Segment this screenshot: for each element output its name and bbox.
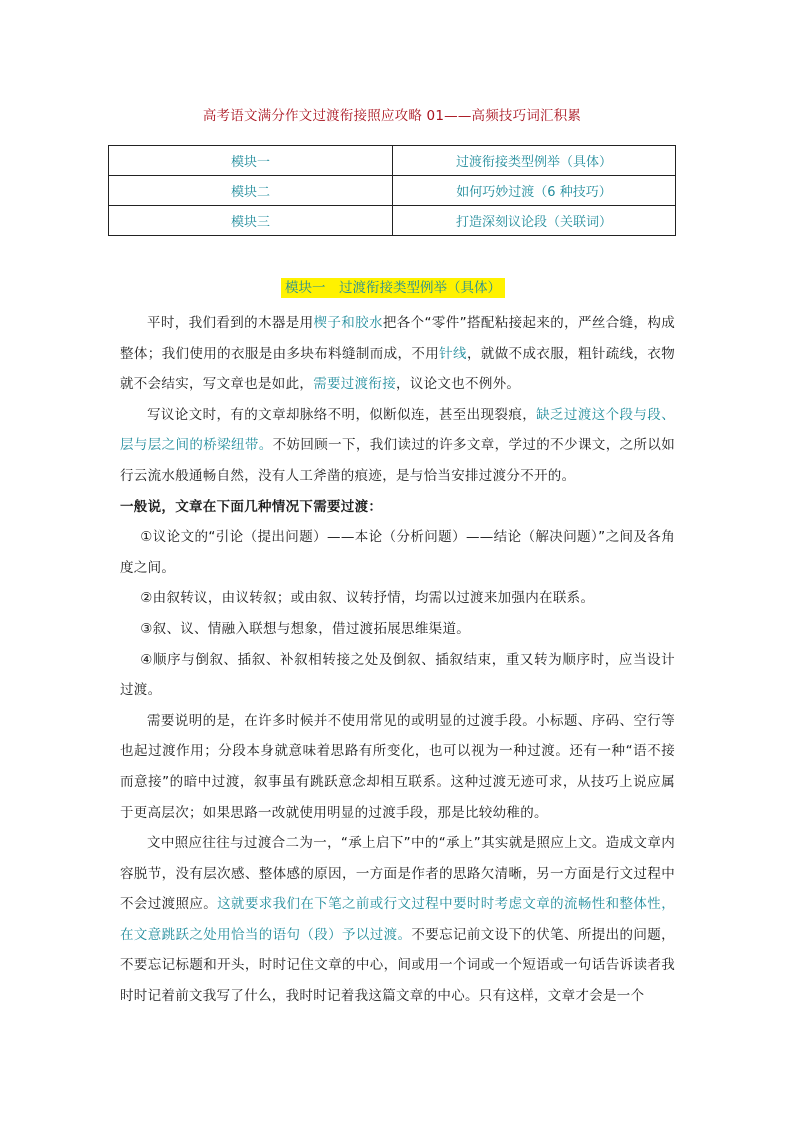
text-run: 平时，我们看到的木器是用 [147, 315, 314, 331]
text-run: ，就做不成衣服，粗针疏线，衣物就不会结实，写文章也是如此， [120, 345, 676, 393]
text-run: 把各个“零件”搭配粘接起来的，严丝合缝，构成整体；我们使用的衣服是由多块布料缝制而成，不用 [120, 315, 675, 362]
highlight-text: 楔子和胶水 [313, 315, 383, 331]
paragraph: ②由叙转议，由议转叙；或由叙、议转抒情，均需以过渡来加强内在联系。 [140, 590, 595, 607]
body-text [120, 308, 675, 1012]
paragraph: ③叙、议、情融入联想与想象，借过渡拓展思维渠道。 [140, 620, 471, 637]
module-desc-cell: 打造深刻议论段（关联词） [393, 206, 676, 236]
highlight-text: 缺乏过渡这个段与段、层与层之间的桥梁纽带。 [120, 406, 675, 454]
paragraph [120, 828, 675, 1012]
highlight-text: 需要过渡衔接 [313, 376, 397, 393]
paragraph [120, 400, 675, 492]
highlight-text: 这就要求我们在下笔之前或行文过程中要时时考虑文章的流畅性和整体性，在文意跳跃之处用恰当的语句（段）予以过渡。 [120, 896, 675, 943]
document-title: 高考语文满分作文过渡衔接照应攻略 01——高频技巧词汇积累 [202, 108, 582, 124]
paragraph-heading: 一般说，文章在下面几种情况下需要过渡： [120, 498, 383, 515]
text-run: 不妨回顾一下，我们读过的许多文章，学过的不少课文，之所以如行云流水般通畅自然，没有人工斧凿的痕迹，是与恰当安排过渡分不开的。 [120, 437, 675, 484]
module-desc-cell: 如何巧妙过渡（6 种技巧） [393, 176, 676, 206]
section-heading: 模块一 过渡衔接类型例举（具体） [281, 278, 505, 298]
text-run: 写议论文时，有的文章却脉络不明，似断似连，甚至出现裂痕， [147, 406, 537, 423]
paragraph: ④顺序与倒叙、插叙、补叙相转接之处及倒叙、插叙结束，重又转为顺序时，应当设计过渡。 [120, 651, 675, 699]
paragraph [120, 308, 675, 400]
module-desc-cell: 过渡衔接类型例举（具体） [393, 146, 676, 176]
paragraph: ①议论文的“引论（提出问题）——本论（分析问题）——结论（解决问题）”之间及各角度之间。 [120, 529, 675, 576]
table-row [109, 146, 676, 176]
paragraph: 需要说明的是，在许多时候并不使用常见的或明显的过渡手段。小标题、序码、空行等也起过渡作用；分段本身就意味着思路有所变化，也可以视为一种过渡。还有一种“语不接而意接”的暗中过渡，叙事虽有跳跃意念却相互联系。这种过渡无迹可求，从技巧上说应属于更高层次；如果思路一改就使用明显的过渡手段，那是比较幼稚的。 [120, 712, 675, 821]
text-run: 文中照应往往与过渡合二为一，“承上启下”中的“承上”其实就是照应上文。造成文章内容脱节，没有层次感、整体感的原因，一方面是作者的思路欠清晰，另一方面是行文过程中不会过渡照应。 [120, 835, 675, 913]
table-row [109, 206, 676, 236]
module-name-cell: 模块二 [109, 176, 393, 206]
modules-table [108, 145, 676, 236]
module-name-cell: 模块三 [109, 206, 393, 236]
text-run: 不要忘记前文设下的伏笔、所提出的问题，不要忘记标题和开头，时时记住文章的中心，间或用一个词或一个短语或一句话告诉读者我时时记着前文我写了什么，我时时记着我这篇文章的中心。只有这样，文章才会是一个 [120, 926, 675, 1005]
module-name-cell: 模块一 [109, 146, 393, 176]
table-row [109, 176, 676, 206]
text-run: ，议论文也不例外。 [396, 376, 521, 393]
highlight-text: 针线 [439, 345, 467, 362]
